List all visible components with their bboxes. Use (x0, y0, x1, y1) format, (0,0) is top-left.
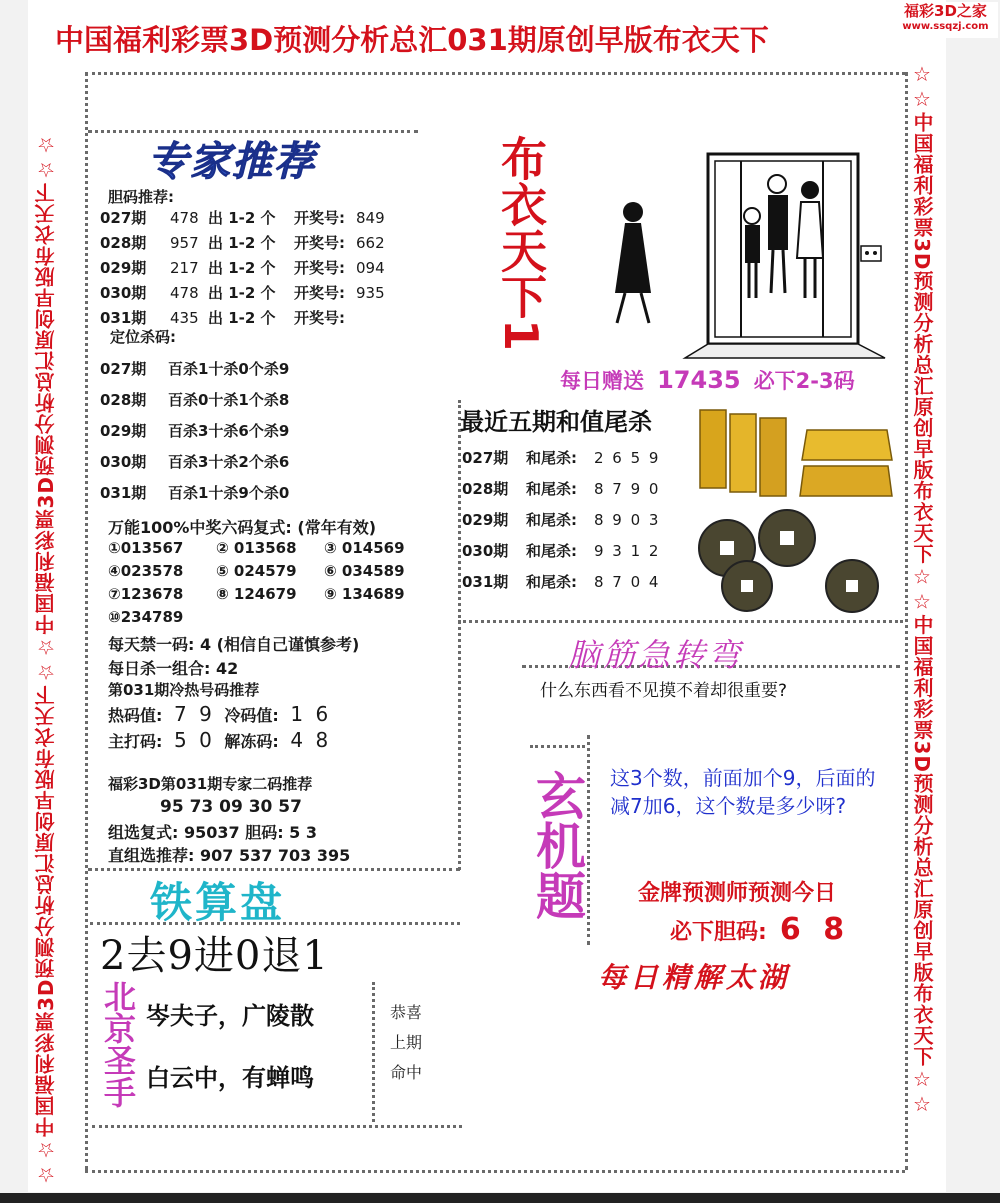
dan-period: 030期 (100, 284, 147, 302)
beijing-line2: 白云中，有蝉鸣 (146, 1064, 314, 1092)
bottom-bar (0, 1193, 1000, 1203)
kill-combo: 每日杀一组合: 42 (108, 659, 239, 678)
kill-period: 027期 (100, 360, 147, 378)
sum-nums: 8 7 9 0 (594, 480, 661, 498)
riddle-title: 脑筋急转弯 (568, 636, 744, 674)
expert-title: 专家推荐 (148, 139, 316, 185)
sum-tail-row (462, 447, 660, 468)
six-row (108, 608, 432, 626)
gold-line1: 金牌预测师预测今日 (638, 881, 837, 906)
sum-period: 029期 (462, 511, 509, 529)
kill-row (100, 482, 289, 503)
six-code: ⑩234789 (108, 608, 184, 626)
dan-draw: 662 (356, 234, 385, 252)
beijing-note2: 上期 (390, 1033, 423, 1052)
page-title: 中国福利彩票3D预测分析总汇031期原创早版布衣天下 (55, 23, 769, 57)
dan-nums: 478 (170, 284, 199, 302)
dan-nums: 478 (170, 209, 199, 227)
six-code: ⑥ 034589 (324, 562, 405, 580)
thaw-label: 解冻码: (224, 732, 279, 751)
divider-mystery (530, 745, 585, 748)
sum-label: 和尾杀: (526, 511, 577, 529)
divider-beijing-v (372, 982, 375, 1122)
six-code: ①013567 (108, 539, 184, 557)
hot-cold-title: 第031期冷热号码推荐 (108, 681, 260, 699)
dan-draw: 094 (356, 259, 385, 277)
cold-value: 1 6 (290, 702, 332, 726)
dan-draw: 935 (356, 284, 385, 302)
gift-prefix: 每日赠送 (560, 369, 644, 393)
daily-taihu: 每日精解太湖 (598, 961, 791, 994)
dan-period: 031期 (100, 309, 147, 327)
sum-tail-row (462, 571, 660, 592)
sum-tail-row (462, 478, 660, 499)
riddle-question: 什么东西看不见摸不着却很重要? (540, 681, 788, 701)
dan-period: 028期 (100, 234, 147, 252)
sum-label: 和尾杀: (526, 480, 577, 498)
frame-left (85, 72, 88, 1170)
dan-nums: 957 (170, 234, 199, 252)
dan-draw-label: 开奖号: (294, 234, 345, 252)
dan-draw-label: 开奖号: (294, 209, 345, 227)
two-code-numbers: 95 73 09 30 57 (160, 797, 302, 817)
watermark (893, 2, 998, 38)
hot-label: 热码值: (108, 706, 163, 725)
sum-nums: 9 3 1 2 (594, 542, 661, 560)
sum-tail-row (462, 540, 660, 561)
mystery-label: 玄机题 (528, 770, 586, 920)
dan-label: 胆码推荐: (108, 188, 174, 206)
sum-period: 030期 (462, 542, 509, 560)
gold-line2-value: 6 8 (779, 912, 851, 947)
two-code-title: 福彩3D第031期专家二码推荐 (108, 775, 313, 793)
gift-number: 17435 (657, 366, 741, 394)
dan-row (100, 282, 385, 303)
six-code: ② 013568 (216, 539, 297, 557)
main-label: 主打码: (108, 732, 163, 751)
dan-row (100, 307, 356, 328)
dan-nums: 435 (170, 309, 199, 327)
kill-label: 定位杀码: (110, 328, 176, 346)
comic-illustration (565, 128, 900, 360)
gold-line2-label: 必下胆码: (670, 920, 767, 945)
kill-text: 百杀1十杀9个杀0 (168, 484, 290, 502)
dan-draw-label: 开奖号: (294, 309, 345, 327)
sum-nums: 2 6 5 9 (594, 449, 661, 467)
dan-out: 出 1-2 个 (208, 234, 276, 252)
hot-value: 7 9 (173, 702, 215, 726)
hot-cold-line (108, 702, 331, 726)
frame-bottom (85, 1170, 905, 1173)
divider-beijing (92, 1125, 462, 1128)
dan-period: 029期 (100, 259, 147, 277)
right-side-banner: ☆☆中国福利彩票3D预测分析总汇原创早版布衣天下☆☆中国福利彩票3D预测分析总汇原创早版布衣天下☆☆ (910, 62, 934, 1118)
sum-label: 和尾杀: (526, 449, 577, 467)
kill-text: 百杀3十杀2个杀6 (168, 453, 290, 471)
direct-line: 直组选推荐: 907 537 703 395 (108, 846, 351, 865)
dan-out: 出 1-2 个 (208, 284, 276, 302)
kill-text: 百杀0十杀1个杀8 (168, 391, 290, 409)
six-code: ⑧ 124679 (216, 585, 297, 603)
dan-draw: 849 (356, 209, 385, 227)
sum-tail-row (462, 509, 660, 530)
kill-period: 030期 (100, 453, 147, 471)
kill-period: 031期 (100, 484, 147, 502)
sum-nums: 8 7 0 4 (594, 573, 661, 591)
dan-out: 出 1-2 个 (208, 309, 276, 327)
kill-row (100, 358, 289, 379)
abacus-text: 2去9进0退1 (100, 933, 329, 979)
mystery-text: 这3个数，前面加个9，后面的减7加6，这个数是多少呀? (610, 766, 876, 818)
six-title: 万能100%中奖六码复式: (常年有效) (108, 518, 377, 537)
beijing-label: 北京圣手 (99, 980, 137, 1108)
dan-period: 027期 (100, 209, 147, 227)
gift-line (560, 365, 855, 395)
sum-label: 和尾杀: (526, 542, 577, 560)
ban-code: 每天禁一码: 4 (相信自己谨慎参考) (108, 635, 360, 654)
six-row (108, 562, 432, 580)
six-code: ⑤ 024579 (216, 562, 297, 580)
dan-row (100, 207, 385, 228)
thaw-value: 4 8 (290, 728, 332, 752)
kill-text: 百杀1十杀0个杀9 (168, 360, 290, 378)
dan-out: 出 1-2 个 (208, 259, 276, 277)
sum-nums: 8 9 0 3 (594, 511, 661, 529)
divider-sumtail-bottom (458, 620, 903, 623)
gift-suffix: 必下2-3码 (753, 369, 855, 393)
six-code: ③ 014569 (324, 539, 405, 557)
beijing-note1: 恭喜 (390, 1003, 423, 1022)
watermark-url: www.ssqzj.com (902, 21, 989, 32)
left-side-banner: ☆☆中国福利彩票3D预测分析总汇原创早版布衣天下☆☆中国福利彩票3D预测分析总汇原创早版布衣天下☆☆ (34, 131, 58, 1187)
buyi-vertical: 布衣天下1 (494, 135, 548, 352)
kill-row (100, 420, 289, 441)
six-row (108, 539, 432, 557)
watermark-name: 福彩3D之家 (904, 2, 987, 20)
kill-text: 百杀3十杀6个杀9 (168, 422, 290, 440)
frame-top (85, 72, 905, 75)
divider-expert-right (458, 400, 461, 870)
gold-line2 (670, 912, 850, 947)
dan-row (100, 232, 385, 253)
dan-draw-label: 开奖号: (294, 284, 345, 302)
dan-nums: 217 (170, 259, 199, 277)
six-code: ④023578 (108, 562, 184, 580)
gold-coins-illustration (692, 408, 897, 613)
cold-label: 冷码值: (224, 706, 279, 725)
dan-out: 出 1-2 个 (208, 209, 276, 227)
dan-draw-label: 开奖号: (294, 259, 345, 277)
frame-right (905, 72, 908, 1170)
six-code: ⑦123678 (108, 585, 184, 603)
main-value: 5 0 (173, 728, 215, 752)
kill-period: 028期 (100, 391, 147, 409)
sum-period: 027期 (462, 449, 509, 467)
six-row (108, 585, 432, 603)
group-line: 组选复式: 95037 胆码: 5 3 (108, 823, 318, 842)
sum-period: 028期 (462, 480, 509, 498)
sum-period: 031期 (462, 573, 509, 591)
kill-row (100, 389, 289, 410)
kill-period: 029期 (100, 422, 147, 440)
abacus-title: 铁算盘 (150, 878, 286, 927)
dan-row (100, 257, 385, 278)
kill-row (100, 451, 289, 472)
main-thaw-line (108, 728, 331, 752)
six-code: ⑨ 134689 (324, 585, 405, 603)
beijing-line1: 岑夫子，广陵散 (146, 1002, 314, 1030)
sum-tail-title: 最近五期和值尾杀 (460, 407, 652, 436)
beijing-note3: 命中 (390, 1063, 423, 1082)
sum-label: 和尾杀: (526, 573, 577, 591)
